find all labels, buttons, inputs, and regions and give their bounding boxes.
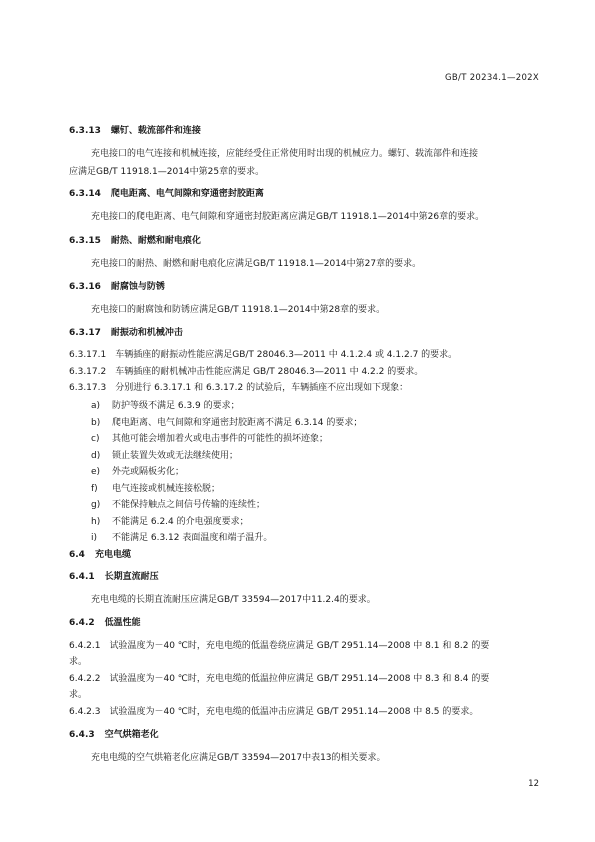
section-number: 6.4.3 bbox=[69, 730, 95, 740]
list-item bbox=[91, 483, 535, 495]
section-number: 6.3.15 bbox=[69, 236, 101, 246]
section-number: 6.3.17 bbox=[69, 328, 101, 338]
list-item-text: 不能满足 6.3.12 表面温度和端子温升。 bbox=[112, 533, 273, 543]
section-heading bbox=[69, 125, 535, 137]
list-marker: c) bbox=[91, 434, 100, 444]
paragraph-line: 充电接口的电气连接和机械连接，应能经受住正常使用时出现的机械应力。螺钉、载流部件和连接 bbox=[91, 149, 479, 159]
list-marker: f) bbox=[91, 484, 98, 494]
section-heading bbox=[69, 281, 535, 293]
text-line: 6.4.2.3 试验温度为－40 ℃时，充电电缆的低温冲击应满足 GB/T 2951.14—2008 中 8.5 的要求。 bbox=[69, 707, 479, 717]
section-heading bbox=[69, 617, 535, 629]
text-line: 6.4.2.2 试验温度为－40 ℃时，充电电缆的低温拉伸应满足 GB/T 2951.14—2008 中 8.3 和 8.4 的要 bbox=[69, 674, 490, 684]
section-title: 螺钉、载流部件和连接 bbox=[110, 126, 201, 136]
section-number: 6.4 bbox=[69, 550, 85, 560]
section-number: 6.4.1 bbox=[69, 572, 95, 582]
text-line: 求。 bbox=[69, 690, 88, 700]
list-item bbox=[91, 417, 535, 429]
list-item bbox=[91, 450, 535, 462]
paragraph-line: 充电接口的爬电距离、电气间隙和穿通密封胶距离应满足GB/T 11918.1—2014中第26章的要求。 bbox=[91, 212, 485, 222]
section-number: 6.3.13 bbox=[69, 126, 101, 136]
list-item bbox=[91, 532, 535, 544]
section-heading bbox=[69, 327, 535, 339]
paragraph-line: 充电接口的耐热、耐燃和耐电痕化应满足GB/T 11918.1—2014中第27章的要求。 bbox=[91, 259, 422, 269]
paragraph-line: 充电电缆的空气烘箱老化应满足GB/T 33594—2017中表13的相关要求。 bbox=[91, 753, 386, 763]
list-marker: h) bbox=[91, 517, 101, 527]
list-item bbox=[91, 466, 535, 478]
section-number: 6.4.2 bbox=[69, 618, 95, 628]
text-line: 6.3.17.3 分别进行 6.3.17.1 和 6.3.17.2 的试验后，车辆插座不应出现如下现象： bbox=[69, 383, 409, 393]
section-title: 耐振动和机械冲击 bbox=[110, 328, 183, 338]
list-item bbox=[91, 499, 535, 511]
list-item-text: 不能满足 6.2.4 的介电强度要求； bbox=[112, 517, 249, 527]
section-number: 6.3.14 bbox=[69, 189, 101, 199]
section-heading bbox=[69, 549, 535, 561]
list-item-text: 电气连接或机械连接松脱； bbox=[112, 484, 221, 494]
list-marker: b) bbox=[91, 418, 101, 428]
section-title: 空气烘箱老化 bbox=[104, 730, 159, 740]
section-heading bbox=[69, 571, 535, 583]
paragraph-line: 充电接口的耐腐蚀和防锈应满足GB/T 11918.1—2014中第28章的要求。 bbox=[91, 305, 386, 315]
section-title: 爬电距离、电气间隙和穿通密封胶距离 bbox=[110, 189, 264, 199]
text-line: 6.4.2.1 试验温度为－40 ℃时，充电电缆的低温卷绕应满足 GB/T 2951.14—2008 中 8.1 和 8.2 的要 bbox=[69, 641, 490, 651]
section-title: 低温性能 bbox=[104, 618, 141, 628]
text-line: 6.3.17.2 车辆插座的耐机械冲击性能应满足 GB/T 28046.3—2011 中 4.2.2 的要求。 bbox=[69, 367, 424, 377]
list-marker: d) bbox=[91, 451, 101, 461]
section-title: 长期直流耐压 bbox=[104, 572, 159, 582]
section-title: 耐腐蚀与防锈 bbox=[110, 282, 165, 292]
list-item bbox=[91, 433, 535, 445]
list-marker: e) bbox=[91, 467, 101, 477]
list-item-text: 爬电距离、电气间隙和穿通密封胶距离不满足 6.3.14 的要求； bbox=[112, 418, 363, 428]
list-item-text: 其他可能会增加着火或电击事件的可能性的损坏迹象； bbox=[112, 434, 329, 444]
text-line: 求。 bbox=[69, 657, 88, 667]
section-heading bbox=[69, 188, 535, 200]
section-heading bbox=[69, 729, 535, 741]
list-item-text: 外壳或隔板劣化； bbox=[112, 467, 185, 477]
text-line: 6.3.17.1 车辆插座的耐振动性能应满足GB/T 28046.3—2011 中 4.1.2.4 或 4.1.2.7 的要求。 bbox=[69, 350, 458, 360]
list-marker: i) bbox=[91, 533, 98, 543]
page-number: 12 bbox=[528, 779, 539, 789]
section-number: 6.3.16 bbox=[69, 282, 101, 292]
section-title: 充电电缆 bbox=[94, 550, 131, 560]
document-header: GB/T 20234.1—202X bbox=[445, 73, 539, 83]
text-line: 应满足GB/T 11918.1—2014中第25章的要求。 bbox=[69, 167, 265, 177]
list-item bbox=[91, 516, 535, 528]
list-marker: a) bbox=[91, 401, 101, 411]
list-item-text: 防护等级不满足 6.3.9 的要求； bbox=[112, 401, 240, 411]
section-title: 耐热、耐燃和耐电痕化 bbox=[110, 236, 201, 246]
list-item-text: 锁止装置失效或无法继续使用； bbox=[112, 451, 239, 461]
section-heading bbox=[69, 235, 535, 247]
list-marker: g) bbox=[91, 500, 101, 510]
list-item bbox=[91, 400, 535, 412]
paragraph-line: 充电电缆的长期直流耐压应满足GB/T 33594—2017中11.2.4的要求。 bbox=[91, 595, 376, 605]
list-item-text: 不能保持触点之间信号传输的连续性； bbox=[112, 500, 266, 510]
